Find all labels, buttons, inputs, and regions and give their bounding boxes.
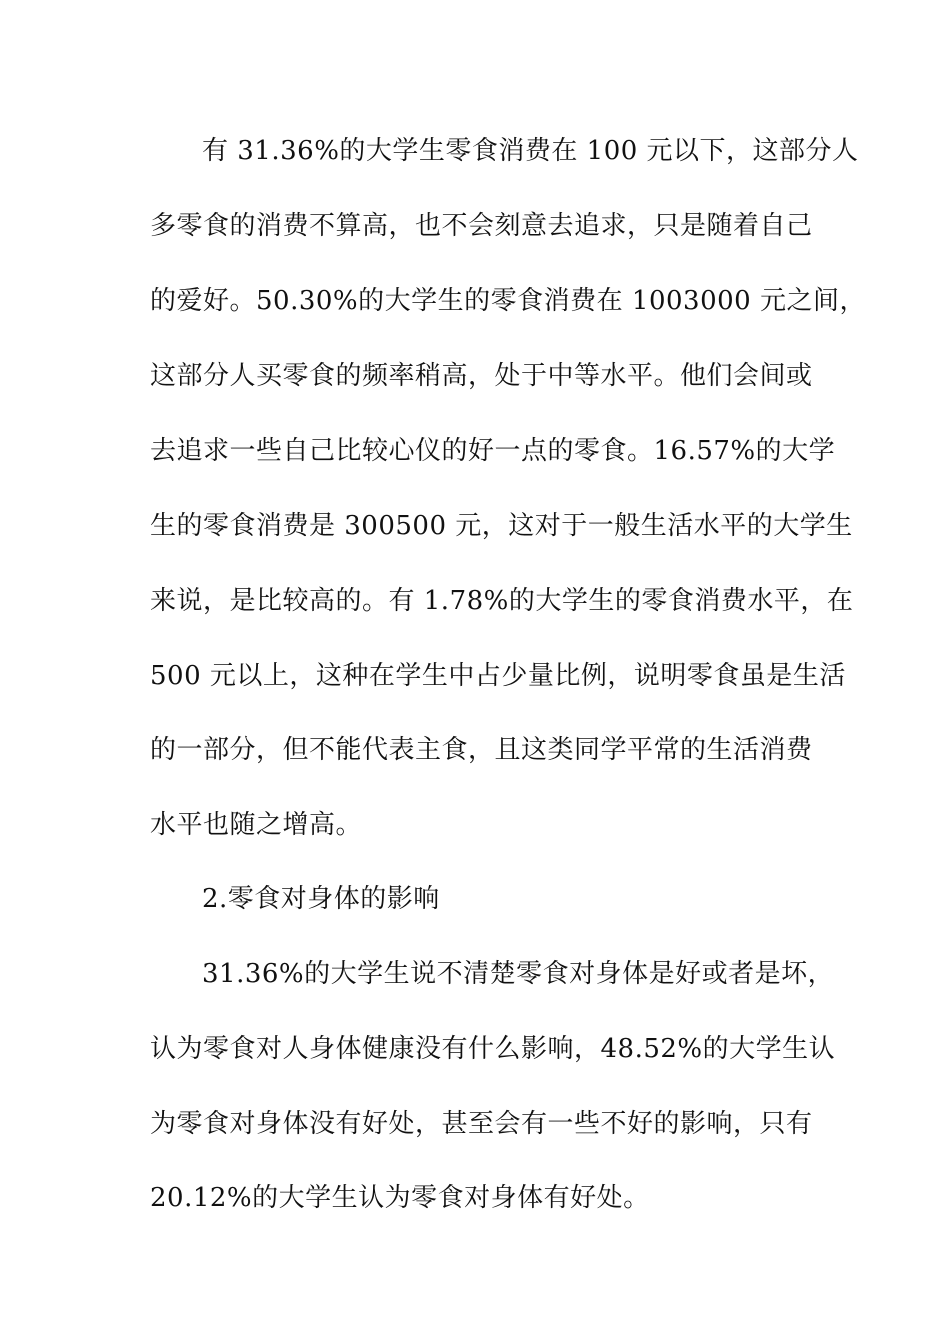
paragraph-line: 这部分人买零食的频率稍高，处于中等水平。他们会间或 <box>150 361 813 391</box>
paragraph-line: 来说，是比较高的。有 1.78%的大学生的零食消费水平，在 <box>150 586 854 616</box>
paragraph-line: 的爱好。50.30%的大学生的零食消费在 1003000 元之间， <box>150 286 866 316</box>
paragraph-line: 水平也随之增高。 <box>150 810 363 840</box>
paragraph-line: 31.36%的大学生说不清楚零食对身体是好或者是坏， <box>202 959 835 989</box>
paragraph-line: 20.12%的大学生认为零食对身体有好处。 <box>150 1183 650 1213</box>
paragraph-line: 生的零食消费是 300500 元，这对于一般生活水平的大学生 <box>150 511 853 541</box>
paragraph-line: 的一部分，但不能代表主食，且这类同学平常的生活消费 <box>150 735 813 765</box>
paragraph-line: 认为零食对人身体健康没有什么影响，48.52%的大学生认 <box>150 1034 836 1064</box>
paragraph-line: 多零食的消费不算高，也不会刻意去追求，只是随着自己 <box>150 211 813 241</box>
section-heading: 2.零食对身体的影响 <box>202 884 440 914</box>
paragraph-line: 有 31.36%的大学生零食消费在 100 元以下，这部分人 <box>202 136 859 166</box>
paragraph-line: 500 元以上，这种在学生中占少量比例，说明零食虽是生活 <box>150 661 846 691</box>
paragraph-line: 为零食对身体没有好处，甚至会有一些不好的影响，只有 <box>150 1109 813 1139</box>
paragraph-line: 去追求一些自己比较心仪的好一点的零食。16.57%的大学 <box>150 436 836 466</box>
